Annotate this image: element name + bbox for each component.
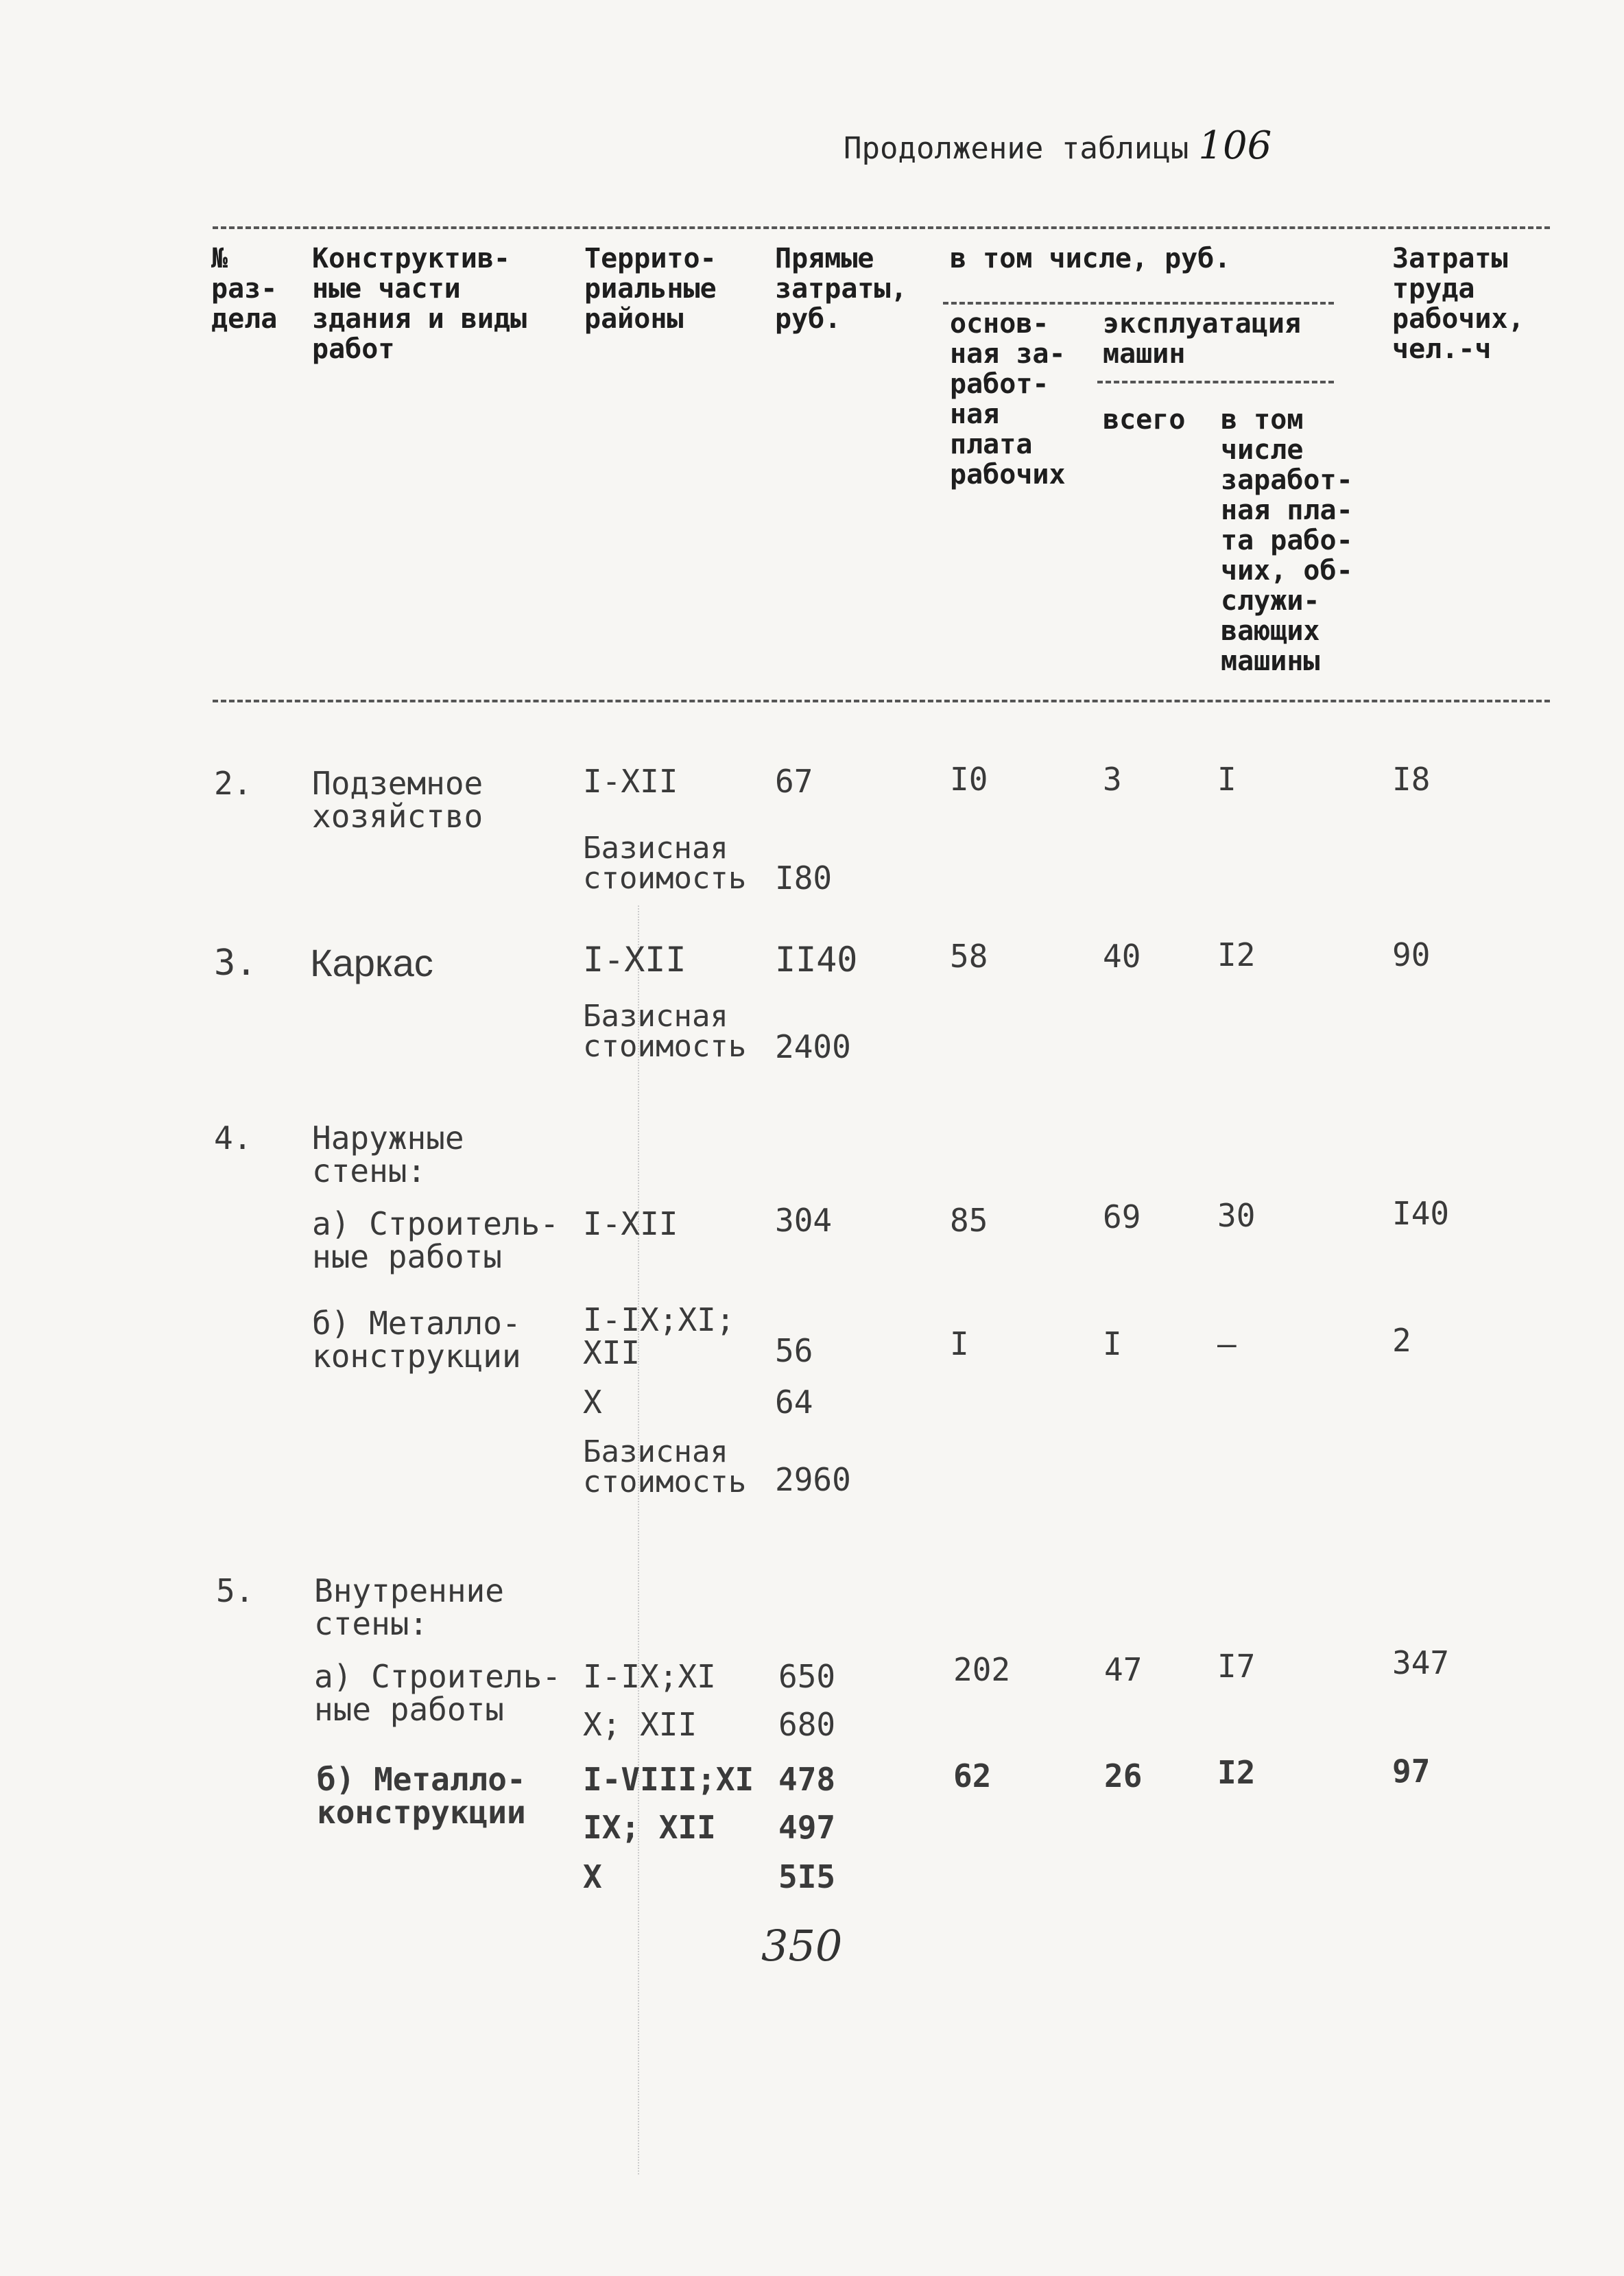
section-4a-wage: 85 [950, 1202, 988, 1239]
section-5b-name: б) Металло- конструкции [317, 1761, 526, 1831]
section-5a-machines-total: 47 [1104, 1651, 1143, 1688]
section-5b-region-1: I-VIII;XI [583, 1761, 754, 1798]
section-4a-machine-wage: 30 [1217, 1197, 1256, 1234]
section-4a-machines-total: 69 [1103, 1198, 1141, 1235]
section-3-number: 3. [214, 943, 257, 984]
table-number: 106 [1198, 123, 1272, 168]
section-5b-region-2: IX; XII [583, 1809, 716, 1846]
section-4a-direct: 304 [775, 1202, 833, 1239]
header-sub-rule-incl [943, 302, 1334, 305]
section-5a-direct-2: 680 [778, 1706, 836, 1743]
section-5b-labor: 97 [1392, 1753, 1431, 1790]
header-direct-costs: Прямые затраты, руб. [775, 243, 907, 335]
section-2-labor: I8 [1392, 761, 1431, 798]
header-machines-total: всего [1103, 404, 1186, 436]
section-4a-name: а) Строитель- ные работы [312, 1205, 560, 1275]
section-4b-name: б) Металло- конструкции [312, 1305, 521, 1375]
section-3-machines-total: 40 [1103, 938, 1141, 975]
section-4b-direct-2: 64 [775, 1384, 813, 1421]
caption-text: Продолжение таблицы [844, 131, 1189, 166]
section-3-base-value: 2400 [775, 1028, 851, 1065]
section-2-region: I-XII [583, 763, 678, 800]
header-base-wage: основ- ная за- работ- ная плата рабочих [950, 308, 1066, 490]
header-building-parts: Конструктив- ные части здания и виды работ [312, 243, 527, 365]
section-2-base-label: Базисная стоимость [583, 831, 747, 896]
section-4b-labor: 2 [1392, 1322, 1411, 1359]
section-5a-direct-1: 650 [778, 1658, 836, 1695]
header-top-rule [213, 226, 1550, 229]
section-5b-machines-total: 26 [1104, 1757, 1143, 1794]
page-number: 350 [761, 1921, 843, 1971]
section-5b-direct-3: 5I5 [778, 1858, 836, 1895]
section-3-labor: 90 [1392, 936, 1431, 973]
table-caption [844, 123, 1271, 168]
section-2-number: 2. [214, 765, 252, 802]
section-2-base-value: I80 [775, 860, 833, 897]
section-2-machines-total: 3 [1103, 761, 1122, 798]
section-4-base-label: Базисная стоимость [583, 1434, 747, 1499]
section-2-machine-wage: I [1217, 761, 1237, 798]
header-bottom-rule [213, 700, 1550, 702]
section-5b-machine-wage: I2 [1217, 1754, 1256, 1791]
section-4b-region-1: I-IX;XI; XII [583, 1301, 735, 1371]
section-5b-direct-2: 497 [778, 1809, 836, 1846]
header-machine-operators-wage: в том числе заработ- ная пла- та рабо- чих, об- служи- вающих машины [1221, 404, 1353, 677]
header-sub-rule-machines [1097, 381, 1334, 383]
section-5b-wage: 62 [953, 1757, 992, 1794]
section-4b-wage: I [950, 1325, 969, 1362]
section-3-direct: II40 [775, 940, 858, 980]
section-5a-machine-wage: I7 [1217, 1648, 1256, 1685]
section-2-wage: I0 [950, 761, 988, 798]
section-4a-region: I-XII [583, 1205, 678, 1242]
section-4b-direct-1: 56 [775, 1332, 813, 1369]
section-4a-labor: I40 [1392, 1195, 1450, 1232]
section-5a-name: а) Строитель- ные работы [314, 1658, 562, 1728]
header-machine-operation: эксплуатация машин [1103, 308, 1301, 370]
section-2-name: Подземное хозяйство [312, 765, 483, 835]
section-3-name: Каркас [310, 941, 433, 984]
header-labor-costs: Затраты труда рабочих, чел.-ч [1392, 243, 1525, 365]
section-5b-direct-1: 478 [778, 1761, 836, 1798]
section-5-name: Внутренние стены: [314, 1572, 504, 1642]
section-5a-region-1: I-IX;XI [583, 1658, 716, 1695]
section-5-number: 5. [216, 1572, 254, 1609]
section-4-name: Наружные стены: [312, 1119, 464, 1189]
section-4-number: 4. [214, 1119, 252, 1157]
section-3-base-label: Базисная стоимость [583, 999, 747, 1064]
section-5a-region-2: X; XII [583, 1706, 697, 1743]
header-including: в том числе, руб. [950, 243, 1231, 274]
section-5a-labor: 347 [1392, 1644, 1450, 1681]
faint-column-crease [638, 905, 639, 2174]
section-5b-region-3: X [583, 1858, 602, 1895]
section-4b-machine-wage: – [1217, 1325, 1237, 1362]
section-4b-machines-total: I [1103, 1325, 1122, 1362]
section-3-wage: 58 [950, 938, 988, 975]
section-4b-region-2: X [583, 1384, 602, 1421]
section-4-base-value: 2960 [775, 1461, 851, 1498]
section-3-region: I-XII [583, 940, 686, 980]
section-3-machine-wage: I2 [1217, 936, 1256, 973]
section-2-direct: 67 [775, 763, 813, 800]
header-section-number: № раз- дела [211, 243, 278, 335]
header-regions: Террито- риальные районы [584, 243, 717, 335]
section-5a-wage: 202 [953, 1651, 1011, 1688]
